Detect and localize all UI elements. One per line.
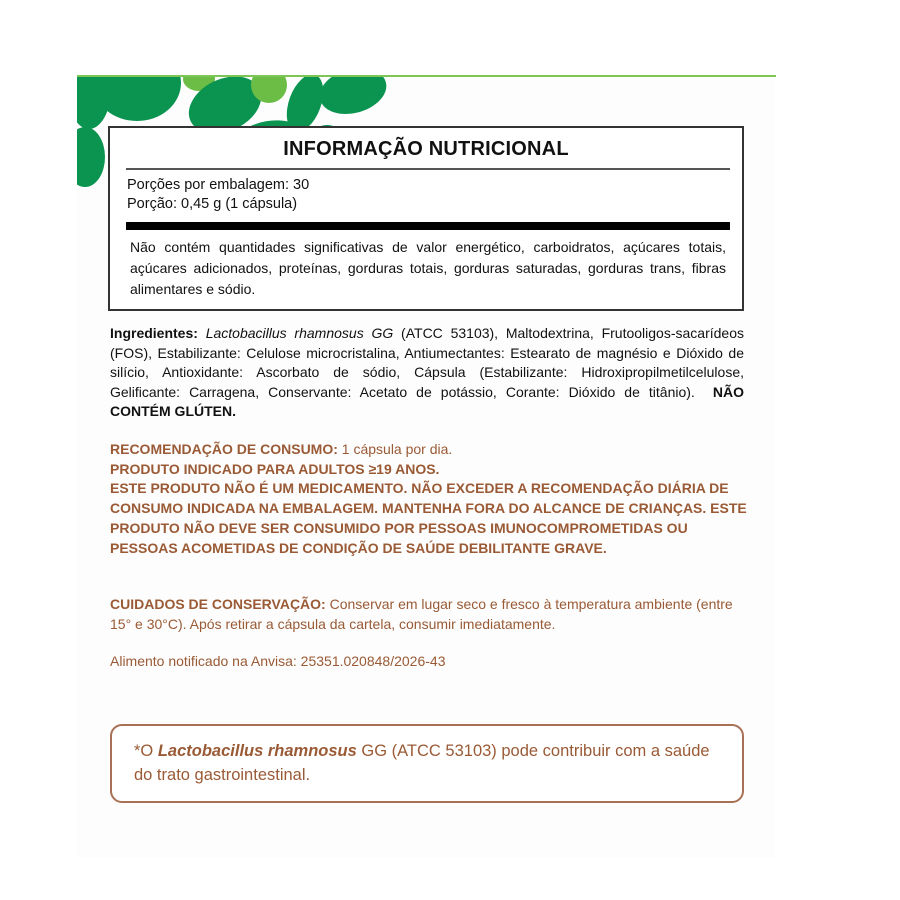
divider-thin	[126, 168, 730, 170]
storage-text: Conservar em lugar seco e fresco à temperatura ambiente (entre 15° e 30°C). Após retirar a cápsula da cartela, consumir imediatamente.	[110, 596, 733, 632]
storage-instructions	[110, 595, 750, 634]
serving-size: Porção: 0,45 g (1 cápsula)	[127, 196, 298, 212]
gluten-notice: NÃO CONTÉM GLÚTEN.	[110, 383, 745, 419]
consumption-recommendation	[110, 440, 750, 558]
storage-label: CUIDADOS DE CONSERVAÇÃO:	[110, 596, 326, 612]
health-claim	[134, 739, 722, 787]
servings-info	[127, 176, 309, 214]
ingredients-species: Lactobacillus rhamnosus GG	[205, 325, 394, 341]
recommendation-audience: PRODUTO INDICADO PARA ADULTOS ≥19 ANOS.	[110, 460, 440, 477]
ingredients-paragraph	[110, 324, 744, 422]
nutrition-title: INFORMAÇÃO NUTRICIONAL	[283, 138, 569, 160]
nutrition-facts-box	[108, 126, 744, 311]
servings-per-package: Porções por embalagem: 30	[127, 177, 310, 193]
recommendation-dose: 1 cápsula por dia.	[337, 441, 453, 457]
divider-thick	[126, 222, 730, 230]
nutrition-note: Não contém quantidades significativas de valor energético, carboidratos, açúcares totais, açúcares adicionados, proteínas, gorduras totais, gorduras saturadas, gorduras trans, fibras alimentares e sódio.	[130, 239, 726, 297]
health-claim-box	[110, 724, 744, 803]
ingredients-text: (ATCC 53103), Maltodextrina, Frutooligos-sacarídeos (FOS), Estabilizante: Celulose microcristalina, Antiumectantes: Estearato de magnésio e Dióxido de silício, Antioxidante: Ascorbato de sódio, Cápsula (Estabilizante: Hidroxipropilmetilcelulose, Gelificante: Carragena, Conservante: Acetato de potássio, Corante: Dióxido de titânio).	[110, 325, 744, 400]
ingredients-label: Ingredientes:	[110, 325, 198, 341]
anvisa-registration: Alimento notificado na Anvisa: 25351.020848/2026-43	[110, 653, 446, 669]
claim-text: GG (ATCC 53103) pode contribuir com a saúde do trato gastrointestinal.	[134, 742, 710, 784]
recommendation-label: RECOMENDAÇÃO DE CONSUMO:	[110, 441, 338, 457]
claim-prefix: *O	[134, 742, 158, 760]
claim-species: Lactobacillus rhamnosus	[157, 742, 357, 760]
recommendation-warning: ESTE PRODUTO NÃO É UM MEDICAMENTO. NÃO EXCEDER A RECOMENDAÇÃO DIÁRIA DE CONSUMO INDICADA NA EMBALAGEM. MANTENHA FORA DO ALCANCE DE CRIANÇAS. ESTE PRODUTO NÃO DEVE SER CONSUMIDO POR PESSOAS IMUNOCOMPROMETIDAS OU PESSOAS ACOMETIDAS DE CONDIÇÃO DE SAÚDE DEBILITANTE GRAVE.	[110, 480, 747, 556]
